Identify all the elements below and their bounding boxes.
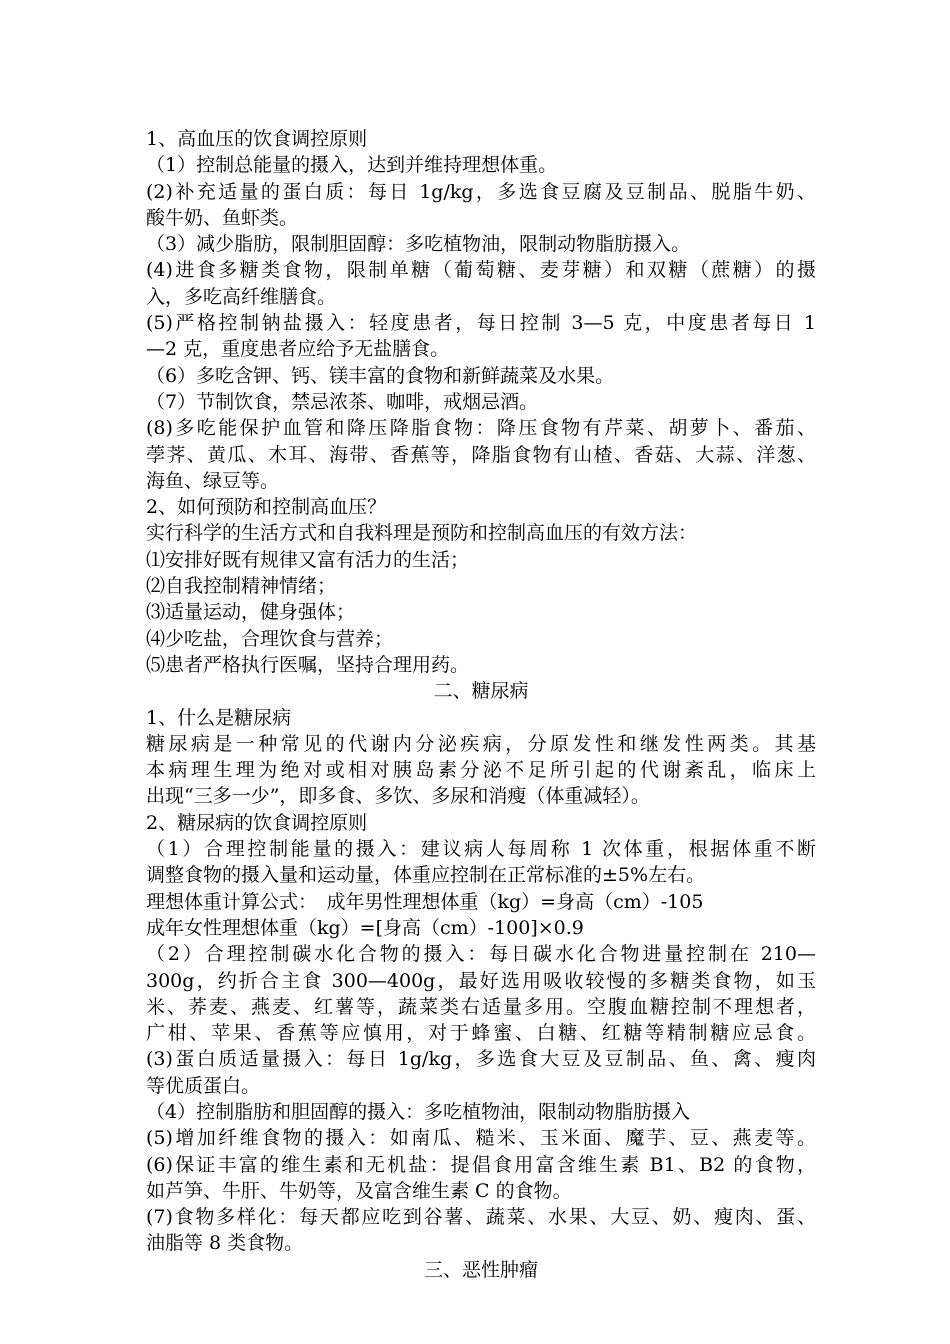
text-line: —2 克，重度患者应给予无盐膳食。 <box>146 338 450 361</box>
text-line: 300g，约折合主食 300—400g，最好选用吸收较慢的多糖类食物，如玉 <box>146 969 816 992</box>
text-line: （7）节制饮食，禁忌浓茶、咖啡，戒烟忌酒。 <box>146 390 539 413</box>
text-line: (5)严格控制钠盐摄入：轻度患者，每日控制 3—5 克，中度患者每日 1 <box>146 312 816 335</box>
document-page <box>146 126 816 1283</box>
text-line: （2）合理控制碳水化合物的摄入：每日碳水化合物进量控制在 210— <box>146 943 816 966</box>
text-line: 广柑、苹果、香蕉等应慎用，对于蜂蜜、白糖、红糖等精制糖应忌食。 <box>146 1022 816 1045</box>
text-line: (7)食物多样化：每天都应吃到谷薯、蔬菜、水果、大豆、奶、瘦肉、蛋、 <box>146 1206 816 1229</box>
text-line: （3）减少脂肪，限制胆固醇：多吃植物油，限制动物脂肪摄入。 <box>146 233 691 256</box>
text-line: ⑷少吃盐，合理饮食与营养； <box>146 627 394 650</box>
text-line: (3)蛋白质适量摄入：每日 1g/kg，多选食大豆及豆制品、鱼、禽、瘦肉 <box>146 1048 816 1071</box>
text-line: 米、荞麦、燕麦、红薯等，蔬菜类右适量多用。空腹血糖控制不理想者， <box>146 995 816 1018</box>
text-line: (5)增加纤维食物的摄入：如南瓜、糙米、玉米面、魔芋、豆、燕麦等。 <box>146 1127 816 1150</box>
text-line: 本病理生理为绝对或相对胰岛素分泌不足所引起的代谢紊乱，临床上 <box>146 759 816 782</box>
text-line: ⑸患者严格执行医嘱，坚持合理用药。 <box>146 653 470 676</box>
text-line: ⑶适量运动，健身强体； <box>146 601 356 624</box>
text-line: 等优质蛋白。 <box>146 1074 261 1097</box>
text-line: (4)进食多糖类食物，限制单糖（葡萄糖、麦芽糖）和双糖（蔗糖）的摄 <box>146 259 816 282</box>
text-line: 糖尿病是一种常见的代谢内分泌疾病，分原发性和继发性两类。其基 <box>146 732 816 755</box>
text-line: 入，多吃高纤维膳食。 <box>146 285 337 308</box>
text-line: (2)补充适量的蛋白质：每日 1g/kg，多选食豆腐及豆制品、脱脂牛奶、 <box>146 180 816 203</box>
text-line: 成年女性理想体重（kg）=[身高（cm）-100]×0.9 <box>146 916 584 939</box>
text-line: 2、糖尿病的饮食调控原则 <box>146 811 368 834</box>
text-line: （4）控制脂肪和胆固醇的摄入：多吃植物油，限制动物脂肪摄入 <box>146 1100 691 1123</box>
text-line: 理想体重计算公式： 成年男性理想体重（kg）=身高（cm）-105 <box>146 890 704 913</box>
text-line: 酸牛奶、鱼虾类。 <box>146 206 299 229</box>
text-line: 海鱼、绿豆等。 <box>146 469 280 492</box>
text-line: ⑵自我控制精神情绪； <box>146 575 337 598</box>
text-line: （6）多吃含钾、钙、镁丰富的食物和新鲜蔬菜及水果。 <box>146 364 615 387</box>
section-heading: 二、糖尿病 <box>433 680 529 703</box>
text-line: 实行科学的生活方式和自我料理是预防和控制高血压的有效方法： <box>146 522 698 545</box>
text-line: 油脂等 8 类食物。 <box>146 1232 304 1255</box>
text-line: 出现“三多一少”，即多食、多饮、多尿和消瘦（体重减轻）。 <box>146 785 650 808</box>
text-line: （1）控制总能量的摄入，达到并维持理想体重。 <box>146 154 558 177</box>
section-heading: 三、恶性肿瘤 <box>423 1258 538 1281</box>
text-line: 调整食物的摄入量和运动量，体重应控制在正常标准的±5%左右。 <box>146 864 706 887</box>
text-line: ⑴安排好既有规律又富有活力的生活； <box>146 548 470 571</box>
text-line: (6)保证丰富的维生素和无机盐：提倡食用富含维生素 B1、B2 的食物， <box>146 1153 816 1176</box>
text-line: 荸荠、黄瓜、木耳、海带、香蕉等，降脂食物有山楂、香菇、大蒜、洋葱、 <box>146 443 816 466</box>
text-line: （1）合理控制能量的摄入：建议病人每周称 1 次体重，根据体重不断 <box>146 838 816 861</box>
text-line: (8)多吃能保护血管和降压降脂食物：降压食物有芹菜、胡萝卜、番茄、 <box>146 417 816 440</box>
text-line: 2、如何预防和控制高血压？ <box>146 496 387 519</box>
text-line: 1、高血压的饮食调控原则 <box>146 128 368 150</box>
text-line: 如芦笋、牛肝、牛奶等，及富含维生素 C 的食物。 <box>146 1179 572 1202</box>
text-line: 1、什么是糖尿病 <box>146 706 292 729</box>
